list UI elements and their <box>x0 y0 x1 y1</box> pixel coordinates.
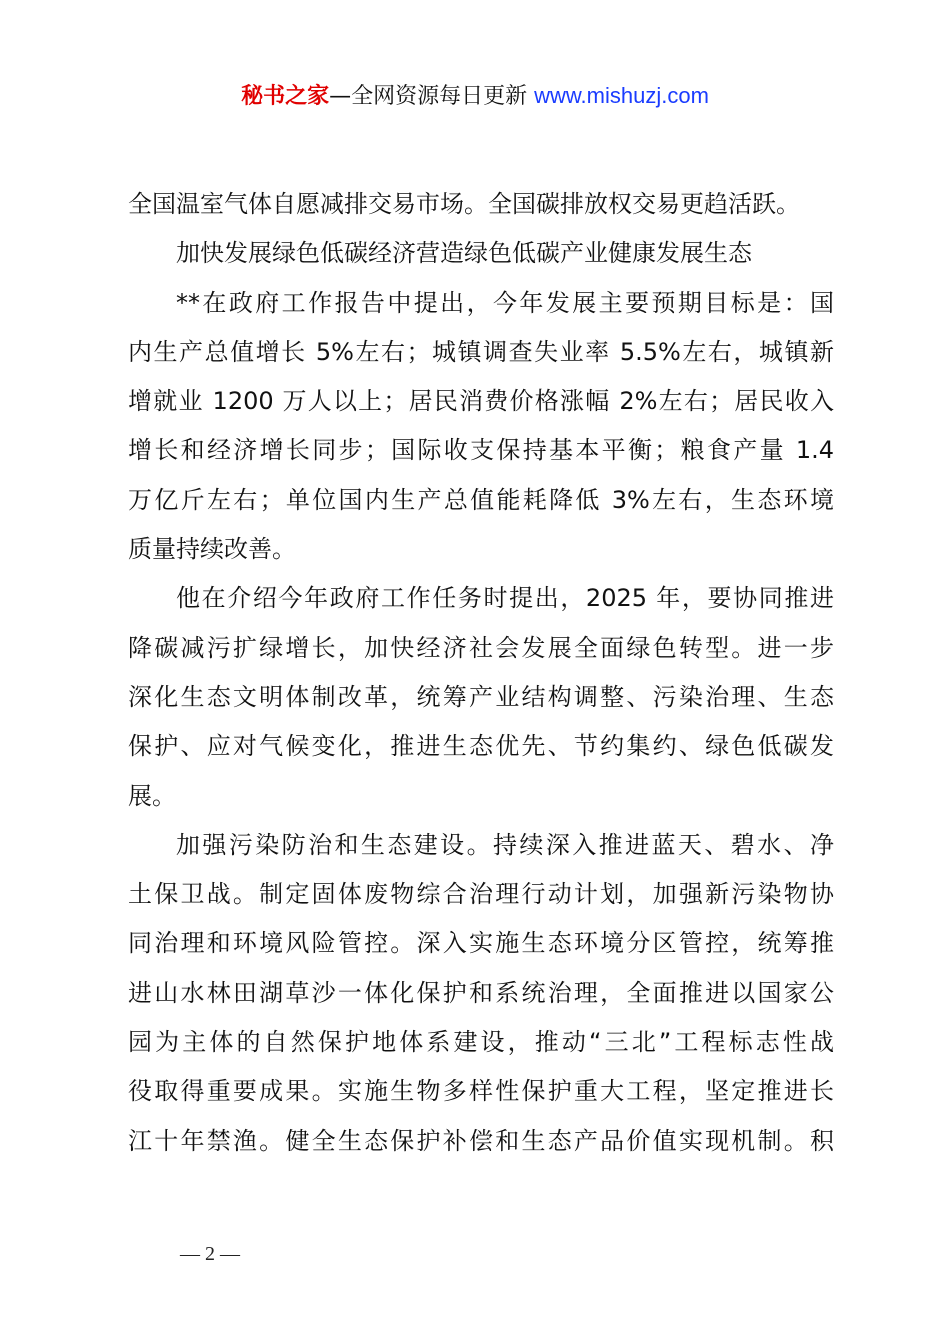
site-header <box>0 80 950 113</box>
text-line: 土保卫战。制定固体废物综合治理行动计划，加强新污染物协 <box>128 880 834 909</box>
section-heading: 加快发展绿色低碳经济营造绿色低碳产业健康发展生态 <box>176 239 752 268</box>
text-line: 他在介绍今年政府工作任务时提出，2025 年，要协同推进 <box>176 584 834 613</box>
text-line: **在政府工作报告中提出，今年发展主要预期目标是：国 <box>176 288 834 317</box>
text-line: 增长和经济增长同步；国际收支保持基本平衡；粮食产量 1.4 <box>128 436 834 465</box>
text-line: 保护、应对气候变化，推进生态优先、节约集约、绿色低碳发 <box>128 732 834 761</box>
text-line: 役取得重要成果。实施生物多样性保护重大工程，坚定推进长 <box>128 1077 834 1106</box>
text-line: 加强污染防治和生态建设。持续深入推进蓝天、碧水、净 <box>176 830 834 859</box>
text-line: 深化生态文明体制改革，统筹产业结构调整、污染治理、生态 <box>128 682 834 711</box>
page-number: — 2 — <box>180 1243 240 1265</box>
text-line: 园为主体的自然保护地体系建设，推动“三北”工程标志性战 <box>128 1028 834 1057</box>
site-url-link[interactable]: www.mishuzj.com <box>534 83 709 108</box>
text-line: 江十年禁渔。健全生态保护补偿和生态产品价值实现机制。积 <box>128 1126 834 1155</box>
header-tagline: —全网资源每日更新 <box>329 84 528 109</box>
text-line: 质量持续改善。 <box>128 535 296 564</box>
text-line: 全国温室气体自愿减排交易市场。全国碳排放权交易更趋活跃。 <box>128 190 800 218</box>
document-body <box>128 180 834 1166</box>
text-line: 降碳减污扩绿增长，加快经济社会发展全面绿色转型。进一步 <box>128 633 834 662</box>
text-line: 同治理和环境风险管控。深入实施生态环境分区管控，统筹推 <box>128 929 834 958</box>
text-line: 万亿斤左右；单位国内生产总值能耗降低 3%左右，生态环境 <box>128 485 834 514</box>
text-line: 内生产总值增长 5%左右；城镇调查失业率 5.5%左右，城镇新 <box>128 337 834 366</box>
brand-name: 秘书之家 <box>241 84 330 109</box>
text-line: 展。 <box>128 781 176 810</box>
text-line: 进山水林田湖草沙一体化保护和系统治理，全面推进以国家公 <box>128 978 834 1007</box>
text-line: 增就业 1200 万人以上；居民消费价格涨幅 2%左右；居民收入 <box>128 387 834 416</box>
